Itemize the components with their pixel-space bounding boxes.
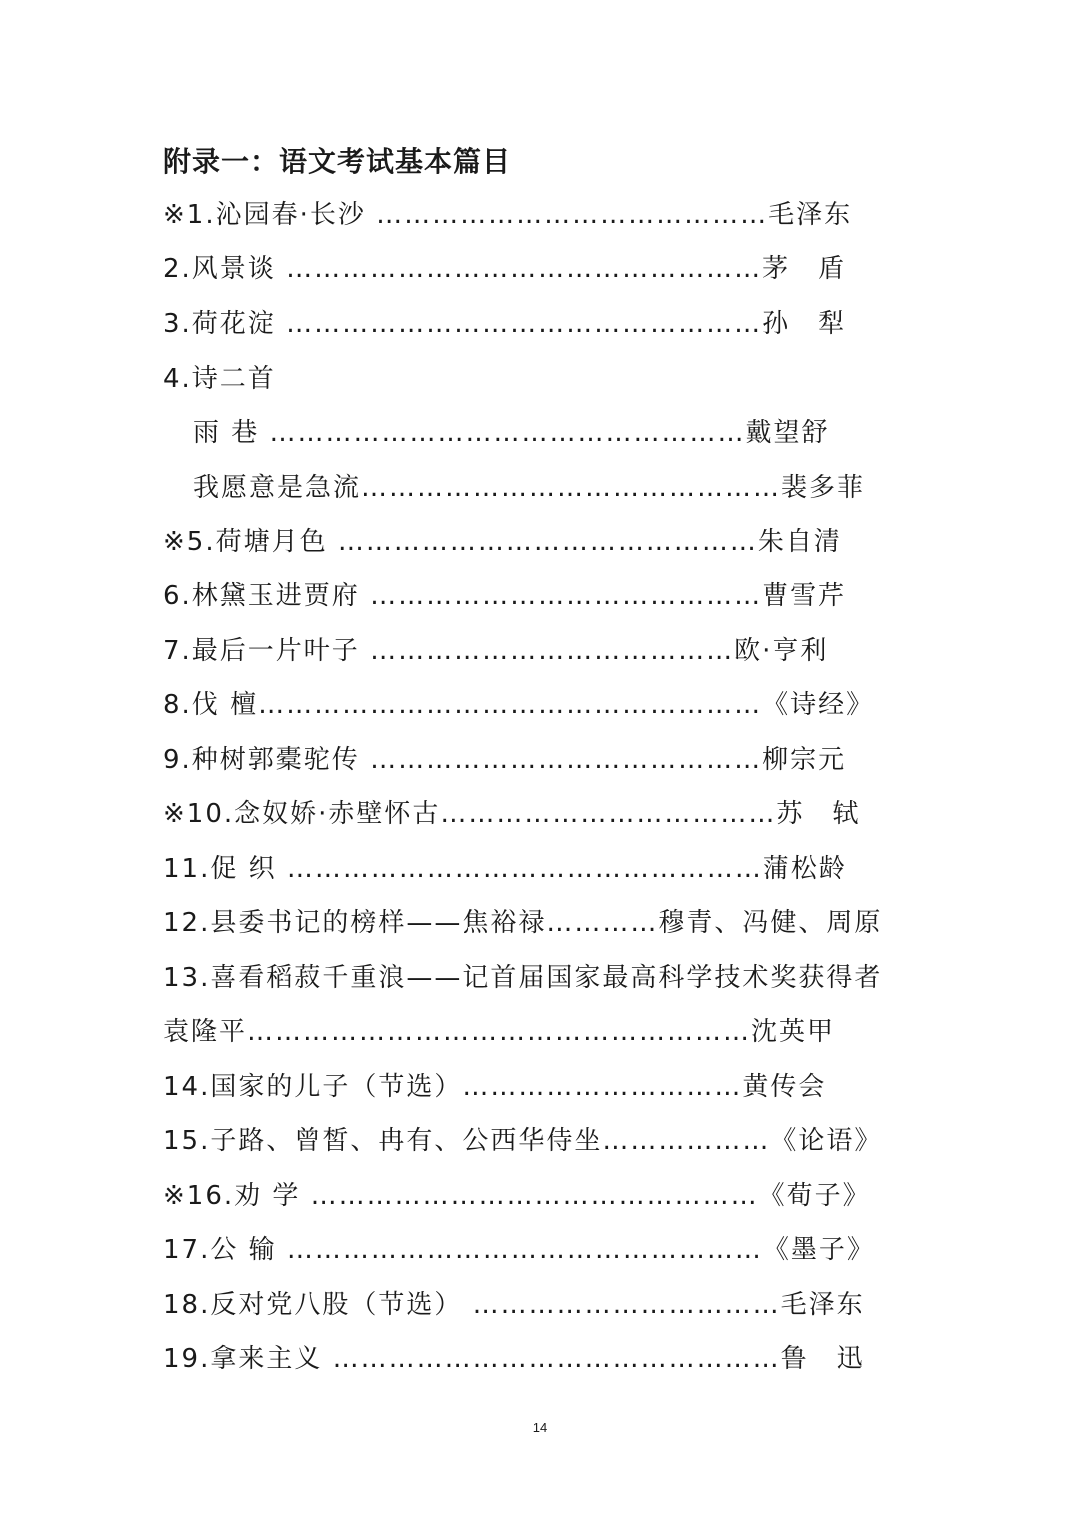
toc-entry: 19.拿来主义 …………………………………………鲁 迅 bbox=[163, 1344, 865, 1374]
toc-entry: ※10.念奴娇·赤壁怀古………………………………苏 轼 bbox=[163, 799, 861, 829]
toc-subentry: 我愿意是急流………………………………………裴多菲 bbox=[193, 473, 866, 503]
toc-entry: 18.反对党八股（节选） ……………………………毛泽东 bbox=[163, 1290, 865, 1320]
toc-entry: ※5.荷塘月色 ………………………………………朱自清 bbox=[163, 527, 842, 557]
toc-subentry: 雨 巷 ……………………………………………戴望舒 bbox=[193, 418, 830, 448]
toc-entry: 11.促 织 ……………………………………………蒲松龄 bbox=[163, 854, 847, 884]
toc-entry-continuation: 袁隆平………………………………………………沈英甲 bbox=[163, 1017, 836, 1047]
appendix-title: 附录一：语文考试基本篇目 bbox=[163, 145, 512, 178]
toc-entry: 12.县委书记的榜样——焦裕禄…………穆青、冯健、周原 bbox=[163, 908, 883, 938]
toc-entry: 8.伐 檀………………………………………………《诗经》 bbox=[163, 690, 875, 720]
toc-entry: 9.种树郭橐驼传 ……………………………………柳宗元 bbox=[163, 745, 847, 775]
toc-entry: 3.荷花淀 ……………………………………………孙 犁 bbox=[163, 309, 847, 339]
toc-entry: 17.公 输 ……………………………………………《墨子》 bbox=[163, 1235, 875, 1265]
page-number: 14 bbox=[532, 1420, 548, 1435]
toc-entry: 15.子路、曾皙、冉有、公西华侍坐………………《论语》 bbox=[163, 1126, 883, 1156]
toc-entry: ※16.劝 学 …………………………………………《荀子》 bbox=[163, 1181, 871, 1211]
toc-entry: 14.国家的儿子（节选）…………………………黄传会 bbox=[163, 1072, 827, 1102]
toc-entry: 7.最后一片叶子 …………………………………欧·亨利 bbox=[163, 636, 829, 666]
toc-entry: 2.风景谈 ……………………………………………茅 盾 bbox=[163, 254, 847, 284]
toc-entry: 6.林黛玉进贾府 ……………………………………曹雪芹 bbox=[163, 581, 847, 611]
toc-entry: ※1.沁园春·长沙 ……………………………………毛泽东 bbox=[163, 200, 853, 230]
toc-entry: 4.诗二首 bbox=[163, 364, 276, 394]
toc-entry: 13.喜看稻菽千重浪——记首届国家最高科学技术奖获得者 bbox=[163, 963, 883, 993]
